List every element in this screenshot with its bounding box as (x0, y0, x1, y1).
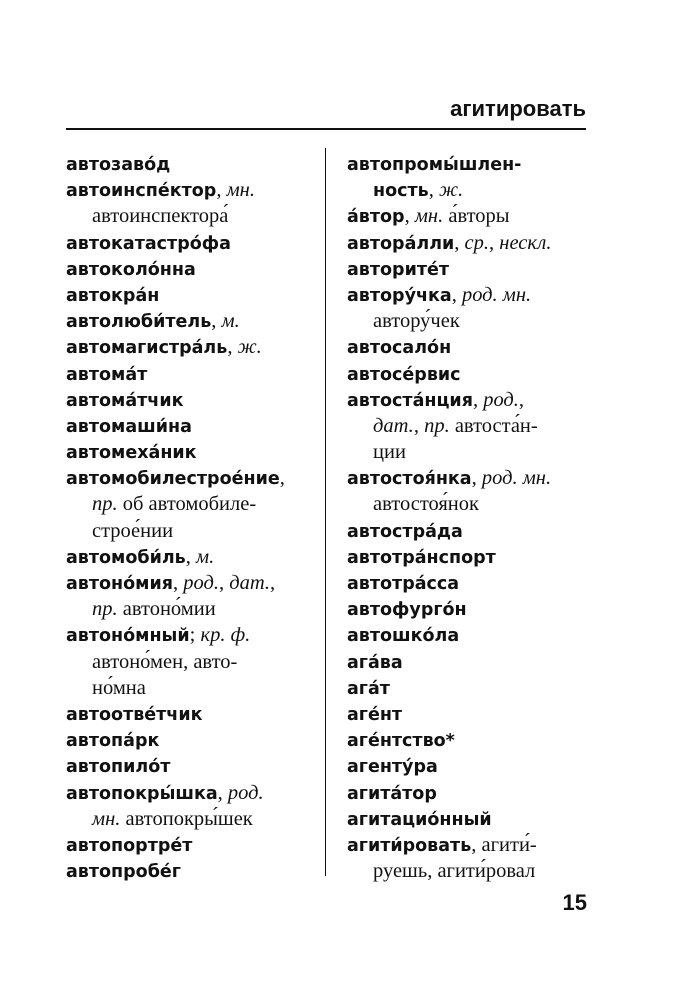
headword: автомаши́на (66, 416, 192, 437)
header-guide-word: агитировать (450, 96, 586, 121)
grammar-label: род. (483, 388, 519, 411)
entry-line (347, 675, 592, 701)
grammar-label: дат. (373, 414, 414, 437)
entry-line (347, 570, 592, 596)
entry-line (66, 308, 316, 334)
grammar-label: м. (221, 310, 240, 333)
headword: автозаво́д (66, 155, 171, 175)
entry-line (66, 701, 316, 727)
headword: автору́чка (347, 285, 452, 306)
headword: автоно́мия (66, 574, 173, 594)
entry-line (66, 753, 316, 779)
entry-line (347, 780, 592, 806)
entry-text: автостоя́нок (373, 493, 479, 516)
headword: автопортре́т (66, 835, 193, 856)
entry-line (347, 334, 592, 360)
headword: агенту́ра (347, 757, 438, 778)
headword: агита́тор (347, 783, 437, 804)
entry-line (347, 439, 592, 465)
grammar-label: род. мн. (461, 283, 532, 306)
entry-text: автоно́мен, авто- (92, 650, 238, 673)
entry-line (66, 491, 316, 517)
headword: автостра́да (347, 521, 463, 542)
headword: автомагистра́ль (66, 338, 228, 359)
entry-text: , (216, 179, 227, 202)
headword: автостоя́нка (347, 469, 472, 490)
entry-line (347, 256, 592, 282)
entry-text: , (185, 545, 196, 568)
entry-text: , (472, 388, 484, 411)
entry-line (347, 387, 592, 413)
entry-line (66, 413, 316, 439)
entry-line (66, 256, 316, 282)
entry-text: об автомобиле- (117, 493, 257, 516)
headword: аге́нт (347, 704, 403, 725)
entry-line (347, 727, 592, 753)
entry-text: , (489, 231, 500, 254)
headword: автома́тчик (66, 390, 184, 411)
headword: автокатастро́фа (66, 233, 231, 254)
entry-line (66, 622, 316, 648)
dictionary-column-right (347, 151, 592, 884)
grammar-label: пр. (424, 414, 450, 437)
entry-line (66, 518, 316, 544)
entry-text: строе́нии (92, 519, 174, 542)
grammar-label: пр. (92, 493, 118, 516)
entry-line (347, 465, 592, 491)
entry-text: , (211, 310, 222, 333)
headword: автосе́рвис (347, 364, 461, 385)
entry-text: ; (189, 624, 201, 647)
page-number: 15 (562, 890, 587, 915)
headword: автома́т (66, 364, 148, 385)
headword: автоколо́нна (66, 259, 196, 280)
headword: автофурго́н (347, 600, 467, 621)
entry-line (66, 151, 316, 177)
headword: автора́лли (347, 233, 455, 254)
entry-text: но́мна (92, 676, 146, 699)
headword: автокра́н (66, 285, 160, 306)
headword: автоста́нция (347, 390, 473, 411)
running-header (66, 94, 586, 124)
entry-text: автоинспектора́ (92, 205, 229, 228)
entry-line (347, 308, 592, 334)
headword: автоотве́тчик (66, 704, 203, 725)
entry-line (347, 649, 592, 675)
entry-line (66, 858, 316, 884)
entry-line (347, 361, 592, 387)
entry-text: , (227, 336, 238, 359)
entry-line (66, 387, 316, 413)
entry-line (66, 780, 316, 806)
grammar-label: мн. (226, 179, 255, 202)
grammar-label: пр. (92, 598, 118, 621)
headword: автотра́нспорт (347, 547, 496, 568)
headword: аге́нтство* (347, 731, 455, 752)
headword: автоно́мный (66, 626, 190, 647)
headword: автошко́ла (347, 626, 460, 647)
grammar-label: род. (227, 781, 264, 804)
headword: автоинспе́ктор (66, 181, 217, 202)
headword: автопокры́шка (66, 783, 218, 804)
grammar-label: ср. (464, 231, 490, 254)
entry-line (66, 806, 316, 832)
dictionary-column-left (66, 151, 316, 884)
entry-text: , (172, 572, 184, 594)
grammar-label: дат. (229, 572, 271, 594)
grammar-label: ж. (237, 336, 262, 359)
entry-text: , (218, 572, 230, 594)
entry-line (347, 701, 592, 727)
entry-text: , (270, 572, 276, 594)
entry-line (347, 832, 592, 858)
entry-text: , (518, 388, 525, 411)
entry-text: , (471, 467, 482, 490)
headword: автопило́т (66, 757, 171, 778)
entry-text: автоста́н- (449, 414, 538, 437)
entry-text: автоно́мии (117, 598, 216, 621)
entry-text: автопокры́шек (120, 807, 253, 830)
grammar-label: мн. (414, 205, 444, 228)
entry-text: , (404, 205, 415, 228)
entry-line (66, 727, 316, 753)
grammar-label: нескл. (499, 231, 552, 254)
headword: автомоби́ль (66, 547, 186, 568)
headword: автолюби́тель (66, 312, 212, 333)
headword: автотра́сса (347, 574, 460, 594)
headword: автосало́н (347, 338, 452, 359)
entry-line (66, 832, 316, 858)
entry-line (66, 544, 316, 570)
entry-line (347, 858, 592, 884)
entry-line (347, 151, 592, 177)
entry-line (66, 230, 316, 256)
headword: автопробе́г (66, 862, 181, 883)
entry-line (347, 544, 592, 570)
entry-line (66, 334, 316, 360)
entry-line (347, 806, 592, 832)
grammar-label: род. мн. (481, 467, 552, 490)
headword: ность (373, 181, 429, 202)
entry-text: , (454, 231, 465, 254)
headword: автомобилестрое́ние (66, 469, 280, 490)
headword: автомеха́ник (66, 443, 197, 464)
headword: авторите́т (347, 259, 449, 280)
entry-text: автору́чек (373, 310, 460, 333)
entry-text: , агити́- (471, 833, 537, 856)
entry-line (66, 649, 316, 675)
entry-line (347, 203, 592, 229)
column-divider (325, 148, 326, 876)
grammar-label: кр. ф. (200, 624, 251, 647)
entry-text: , (413, 414, 425, 437)
entry-line (66, 570, 316, 596)
entry-line (66, 177, 316, 203)
entry-line (66, 361, 316, 387)
headword: агитацио́нный (347, 809, 492, 830)
entry-text: , (428, 179, 439, 202)
headword: ага́ва (347, 652, 403, 673)
entry-text: , (217, 781, 228, 804)
entry-text: , (279, 467, 285, 490)
grammar-label: м. (196, 545, 215, 568)
entry-line (66, 596, 316, 622)
entry-text: а́вторы (443, 205, 510, 228)
entry-line (347, 518, 592, 544)
entry-line (347, 622, 592, 648)
entry-text: , (451, 283, 462, 306)
grammar-label: ж. (438, 179, 464, 202)
entry-line (66, 675, 316, 701)
entry-line (66, 439, 316, 465)
headword: автопа́рк (66, 731, 160, 752)
entry-line (347, 177, 592, 203)
entry-line (347, 753, 592, 779)
entry-line (347, 413, 592, 439)
headword: автопромы́шлен- (347, 155, 522, 175)
entry-text: ции (373, 441, 406, 464)
entry-line (66, 203, 316, 229)
entry-text: руешь, агити́ровал (373, 860, 536, 883)
entry-line (66, 282, 316, 308)
grammar-label: мн. (92, 807, 121, 830)
grammar-label: род. (183, 572, 219, 594)
headword: агити́ровать (347, 835, 472, 856)
headword: ага́т (347, 678, 390, 699)
entry-line (66, 465, 316, 491)
header-rule (66, 128, 586, 130)
entry-line (347, 596, 592, 622)
headword: а́втор (347, 207, 405, 228)
entry-line (347, 282, 592, 308)
entry-line (347, 491, 592, 517)
entry-line (347, 230, 592, 256)
